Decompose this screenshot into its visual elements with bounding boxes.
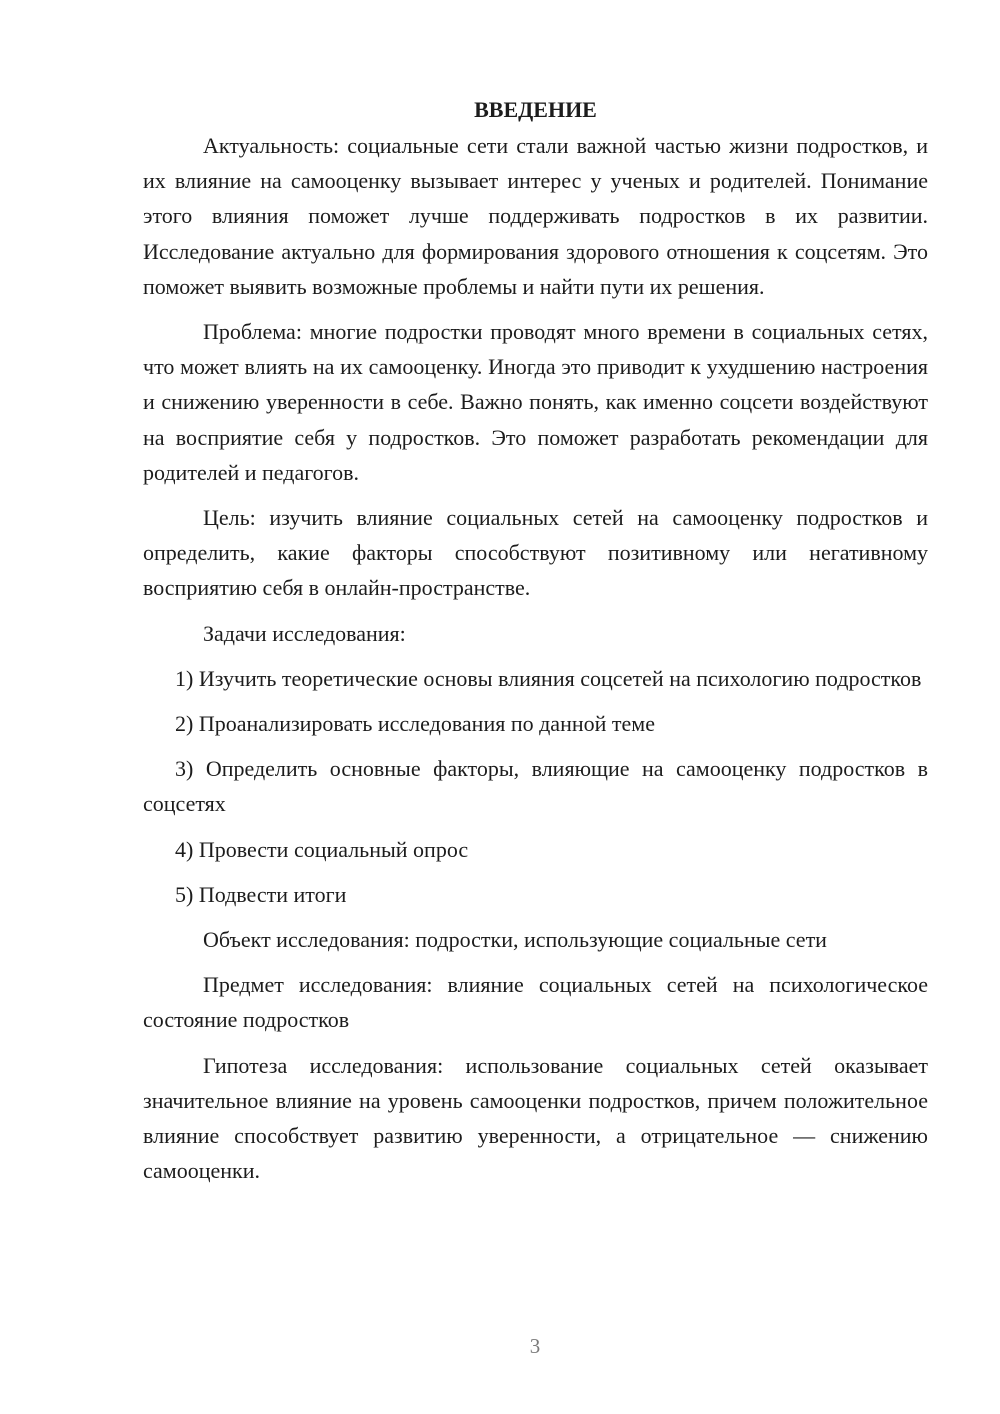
paragraph-subject: Предмет исследования: влияние социальных сетей на психологическое состояние подростков [143, 972, 928, 1033]
task-item-4: 4) Провести социальный опрос [175, 836, 469, 862]
paragraph-object: Объект исследования: подростки, использующие социальные сети [203, 927, 827, 953]
task-item-5: 5) Подвести итоги [175, 881, 347, 907]
task-item-3: 3) Определить основные факторы, влияющие на самооценку подростков в соцсетях [143, 756, 928, 817]
paragraph-relevance: Актуальность: социальные сети стали важной частью жизни подростков, и их влияние на самооценку вызывает интерес у ученых и родителей. Понимание этого влияния поможет лучше поддерживать подростков в их развитии. Исследование актуально для формирования здорового отношения к соцсетям. Это поможет выявить возможные проблемы и найти пути их решения. [143, 133, 928, 299]
task-item-1: 1) Изучить теоретические основы влияния соцсетей на психологию подростков [175, 665, 922, 691]
task-item-2: 2) Проанализировать исследования по данной теме [175, 711, 655, 737]
paragraph-problem: Проблема: многие подростки проводят много времени в социальных сетях, что может влиять на их самооценку. Иногда это приводит к ухудшению настроения и снижению уверенности в себе. Важно понять, как именно соцсети воздействуют на восприятие себя у подростков. Это поможет разработать рекомендации для родителей и педагогов. [143, 319, 928, 485]
tasks-heading: Задачи исследования: [203, 620, 406, 646]
paragraph-hypothesis: Гипотеза исследования: использование социальных сетей оказывает значительное влияние на уровень самооценки подростков, причем положительное влияние способствует развитию уверенности, а отрицательное — снижению самооценки. [143, 1052, 928, 1184]
section-title: ВВЕДЕНИЕ [474, 97, 597, 122]
page-number: 3 [529, 1334, 541, 1358]
document-page [143, 92, 928, 1198]
paragraph-goal: Цель: изучить влияние социальных сетей на самооценку подростков и определить, какие факторы способствуют позитивному или негативному восприятию себя в онлайн-пространстве. [143, 505, 928, 601]
